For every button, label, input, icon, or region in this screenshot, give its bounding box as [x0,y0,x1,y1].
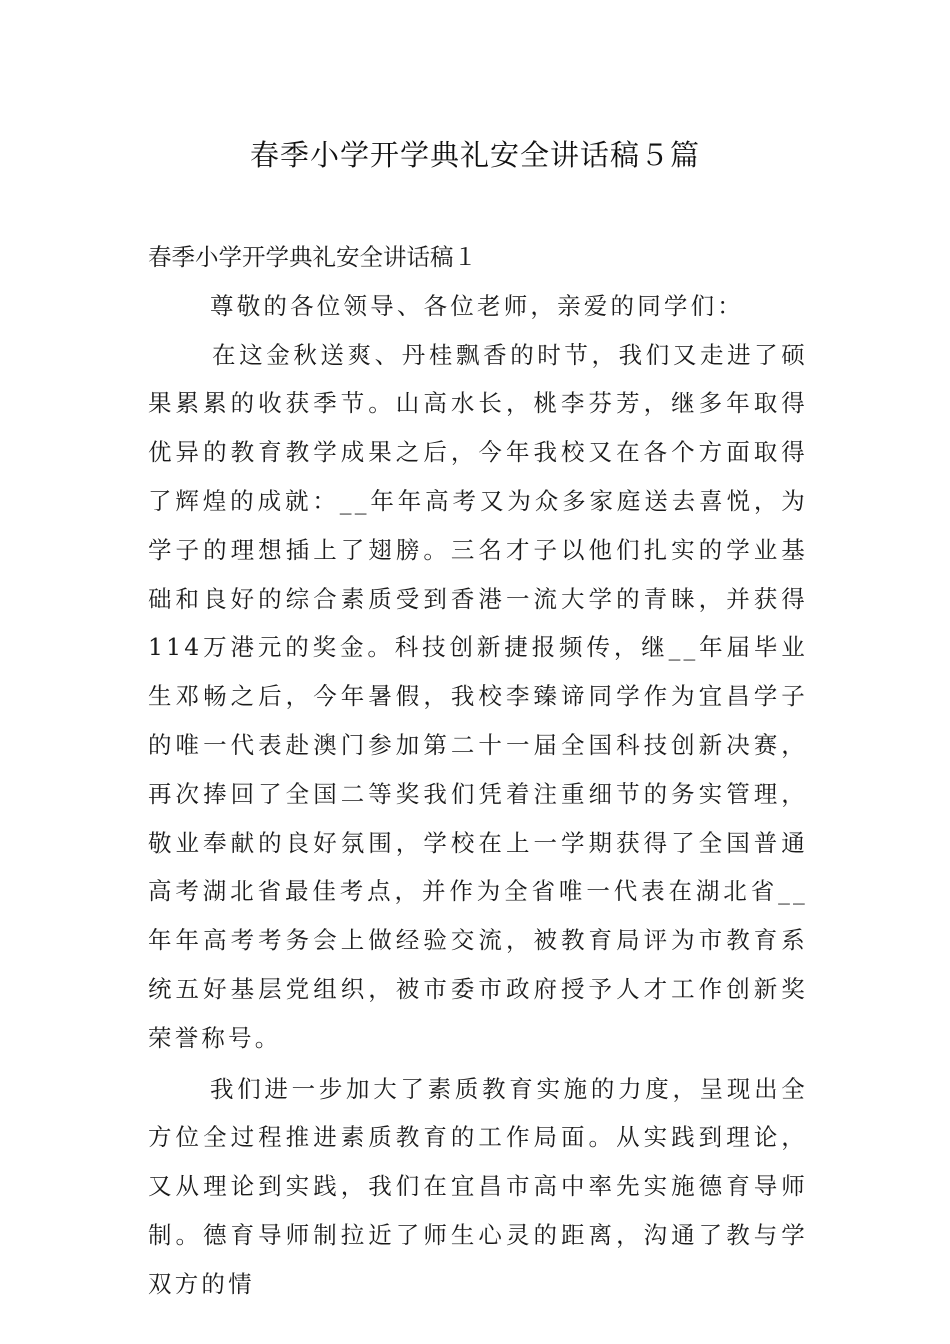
section-heading: 春季小学开学典礼安全讲话稿１ [148,243,477,271]
document-body [148,233,808,1309]
document-title: 春季小学开学典礼安全讲话稿５篇 [249,138,700,172]
paragraph-1: 在这金秋送爽、丹桂飘香的时节，我们又走进了硕果累累的收获季节。山高水长，桃李芬芳，继多年取得优异的教育教学成果之后，今年我校又在各个方面取得了辉煌的成就：__年年高考又为众多家庭送去喜悦，为学子的理想插上了翅膀。三名才子以他们扎实的学业基础和良好的综合素质受到香港一流大学的青睐，并获得114万港元的奖金。科技创新捷报频传，继__年届毕业生邓畅之后，今年暑假，我校李臻谛同学作为宜昌学子的唯一代表赴澳门参加第二十一届全国科技创新决赛，再次捧回了全国二等奖我们凭着注重细节的务实管理，敬业奉献的良好氛围，学校在上一学期获得了全国普通高考湖北省最佳考点，并作为全省唯一代表在湖北省__年年高考考务会上做经验交流，被教育局评为市教育系统五好基层党组织，被市委市政府授予人才工作创新奖荣誉称号。 [148,340,808,1052]
paragraph-2: 我们进一步加大了素质教育实施的力度，呈现出全方位全过程推进素质教育的工作局面。从实践到理论，又从理论到实践，我们在宜昌市高中率先实施德育导师制。德育导师制拉近了师生心灵的距离，沟通了教与学双方的情 [148,1074,808,1298]
salutation: 尊敬的各位领导、各位老师，亲爱的同学们： [210,291,744,320]
